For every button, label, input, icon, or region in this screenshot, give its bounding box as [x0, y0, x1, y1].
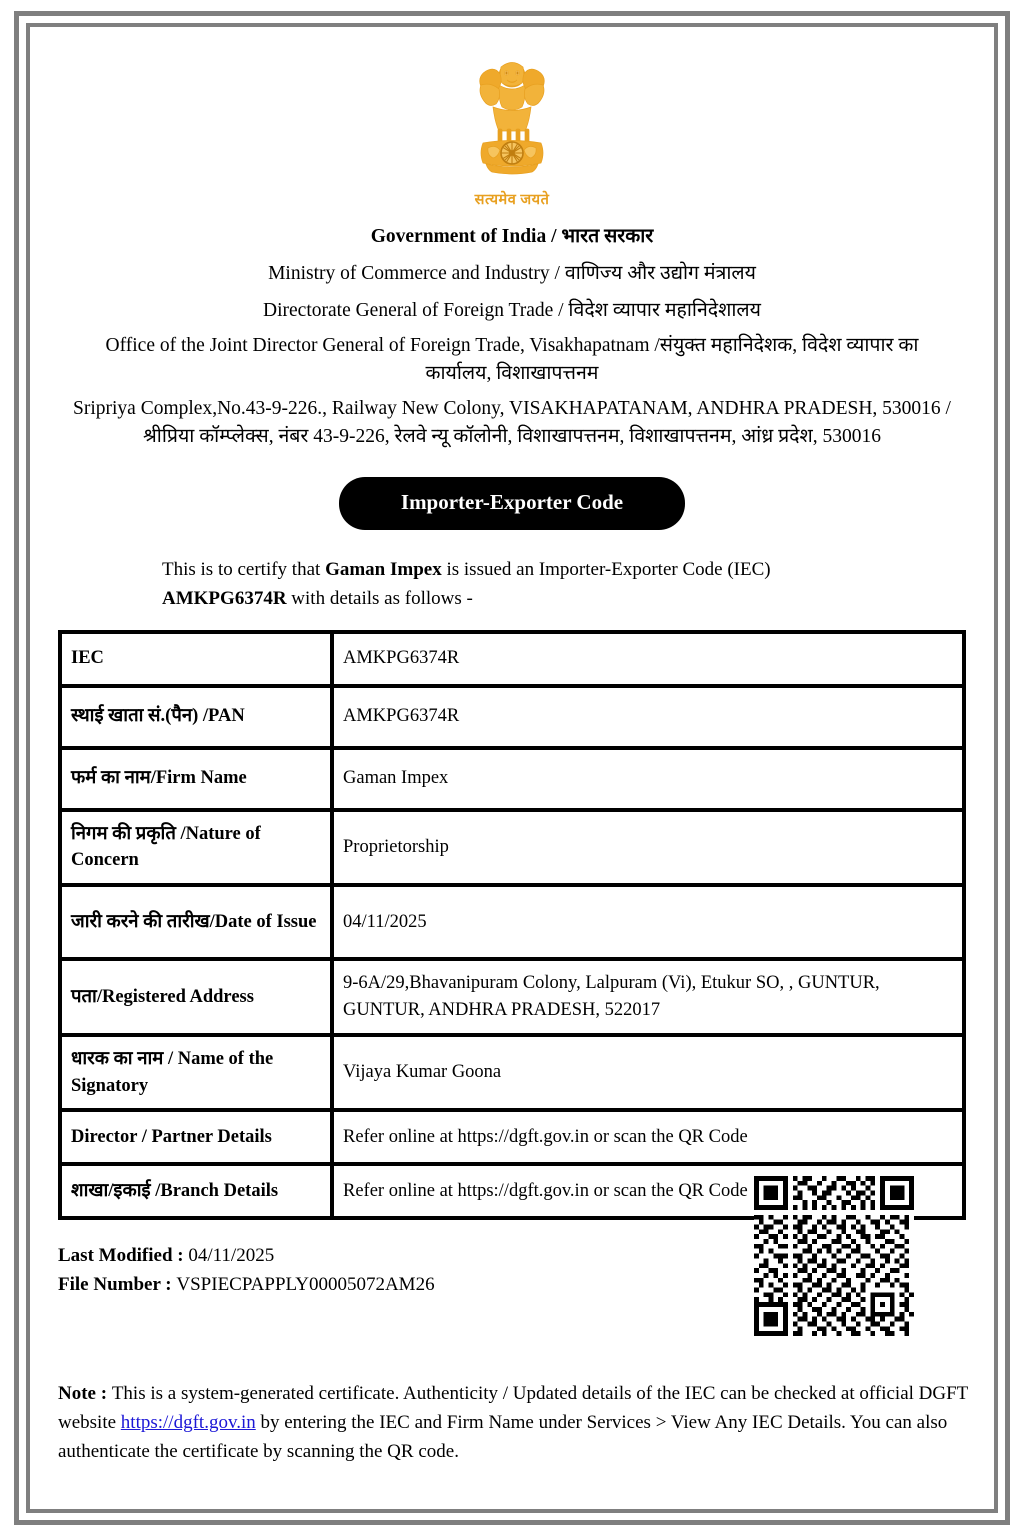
note-text-part1: This is a system-generated certificate. Authenticity / Updated details of the IEC can be checked at official DGFT website: [58, 1383, 968, 1434]
table-row: [60, 959, 964, 1035]
document-title-badge: Importer-Exporter Code: [339, 477, 685, 530]
row-label-name-of-signatory: धारक का नाम / Name of the Signatory: [60, 1035, 332, 1111]
row-value-date-of-issue: 04/11/2025: [332, 885, 964, 959]
certify-suffix: with details as follows -: [286, 587, 473, 609]
row-label-director-partner-details: Director / Partner Details: [60, 1110, 332, 1164]
note-label: Note :: [58, 1383, 112, 1404]
last-modified-value: 04/11/2025: [188, 1245, 275, 1267]
table-row: [60, 632, 964, 686]
file-number-value: VSPIECPAPPLY00005072AM26: [176, 1273, 435, 1295]
table-row: [60, 810, 964, 886]
emblem-container: [58, 55, 966, 209]
header-address-line: Sripriya Complex,No.43-9-226., Railway New Colony, VISAKHAPATANAM, ANDHRA PRADESH, 530016 / श्रीप्रिया कॉम्प्लेक्स, नंबर 43-9-226, रेलवे न्यू कॉलोनी, विशाखापत्तनम, विशाखापत्तनम, आंध्र प्रदेश, 530016: [73, 398, 951, 448]
title-badge-row: [58, 477, 966, 530]
row-label-registered-address: पता/Registered Address: [60, 959, 332, 1035]
table-row: [60, 748, 964, 810]
header-ministry-line: Ministry of Commerce and Industry / वाणिज्य और उद्योग मंत्रालय: [268, 263, 756, 284]
dgft-website-link[interactable]: https://dgft.gov.in: [120, 1412, 256, 1434]
certify-prefix: This is to certify that: [162, 558, 326, 580]
table-row: [60, 1110, 964, 1164]
file-number-label: File Number :: [58, 1273, 177, 1295]
row-label-branch-details: शाखा/इकाई /Branch Details: [60, 1164, 332, 1218]
row-value-branch-details: Refer online at https://dgft.gov.in or scan the QR Code: [332, 1164, 964, 1218]
header-government-line: Government of India / भारत सरकार: [370, 226, 654, 247]
row-value-registered-address: 9-6A/29,Bhavanipuram Colony, Lalpuram (Vi), Etukur SO, , GUNTUR, GUNTUR, ANDHRA PRADESH, 522017: [332, 959, 964, 1035]
ashoka-lion-capital-emblem-icon: [460, 55, 564, 192]
row-label-date-of-issue: जारी करने की तारीख/Date of Issue: [60, 885, 332, 959]
row-value-director-partner-details: Refer online at https://dgft.gov.in or scan the QR Code: [332, 1110, 964, 1164]
note-text-part2: by entering the IEC and Firm Name under Services > View Any IEC Details. You can also authenticate the certificate by scanning the QR code.: [58, 1412, 948, 1463]
header-block: [58, 221, 966, 451]
row-label-pan: स्थाई खाता सं.(पैन) /PAN: [60, 686, 332, 748]
emblem-motto: सत्यमेव जयते: [474, 192, 550, 208]
row-value-name-of-signatory: Vijaya Kumar Goona: [332, 1035, 964, 1111]
certify-middle: is issued an Importer-Exporter Code (IEC): [441, 558, 771, 580]
table-row: [60, 1035, 964, 1111]
table-row: [60, 686, 964, 748]
certificate-outer-border: [14, 11, 1010, 1525]
table-row: [60, 885, 964, 959]
header-office-line: Office of the Joint Director General of Foreign Trade, Visakhapatnam /संयुक्त महानिदेशक, विदेश व्यापार का कार्यालय, विशाखापत्तनम: [105, 335, 919, 384]
row-value-firm-name: Gaman Impex: [332, 748, 964, 810]
row-value-nature-of-concern: Proprietorship: [332, 810, 964, 886]
row-value-pan: AMKPG6374R: [332, 686, 964, 748]
last-modified-label: Last Modified :: [58, 1245, 189, 1267]
iec-details-table: [58, 630, 966, 1221]
document-meta: [58, 1242, 966, 1299]
certificate-inner-border: [26, 23, 998, 1513]
row-label-firm-name: फर्म का नाम/Firm Name: [60, 748, 332, 810]
header-directorate-line: Directorate General of Foreign Trade / विदेश व्यापार महानिदेशालय: [263, 300, 761, 321]
row-label-nature-of-concern: निगम की प्रकृति /Nature of Concern: [60, 810, 332, 886]
row-label-iec: IEC: [60, 632, 332, 686]
certification-statement: [58, 556, 966, 614]
certify-iec-code: AMKPG6374R: [162, 587, 287, 609]
certificate-sheet: [30, 27, 994, 1509]
certify-firm-name: Gaman Impex: [325, 558, 442, 580]
footer-note: [58, 1379, 968, 1466]
row-value-iec: AMKPG6374R: [332, 632, 964, 686]
qr-code: [754, 1176, 914, 1336]
